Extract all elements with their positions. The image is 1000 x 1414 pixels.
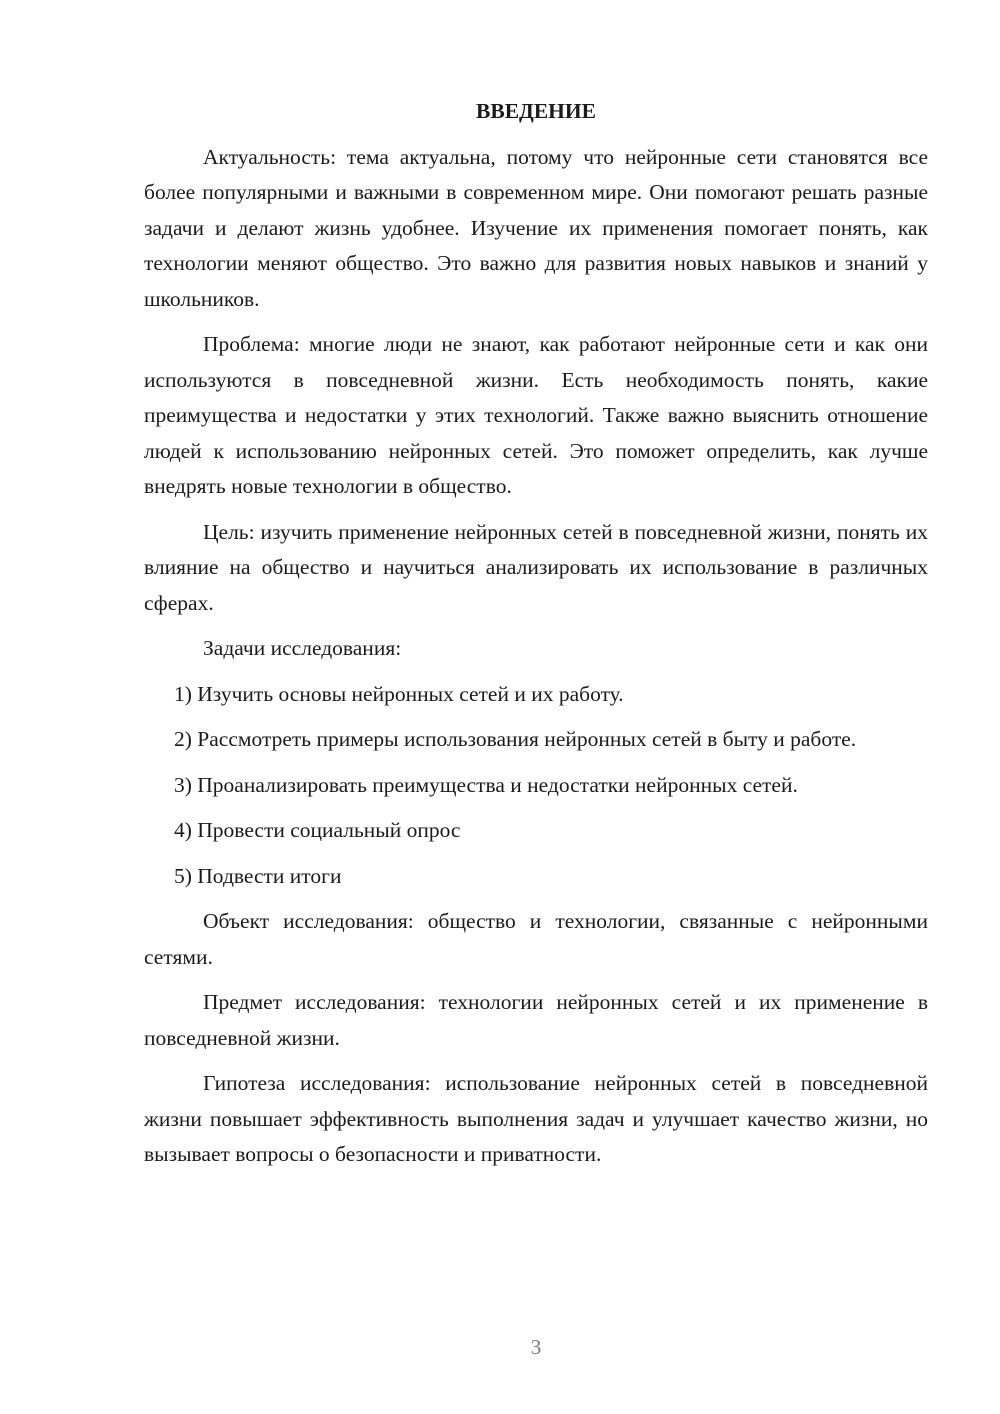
- tasks-heading: Задачи исследования:: [203, 636, 402, 660]
- section-title: ВВЕДЕНИЕ: [476, 99, 596, 123]
- paragraph-object: Объект исследования: общество и технологии, связанные с нейронными сетями.: [144, 909, 928, 969]
- task-item-1: 1) Изучить основы нейронных сетей и их работу.: [174, 681, 624, 706]
- paragraph-goal: Цель: изучить применение нейронных сетей в повседневной жизни, понять их влияние на общество и научиться анализировать их использование в различных сферах.: [144, 519, 928, 615]
- paragraph-relevance: Актуальность: тема актуальна, потому что нейронные сети становятся все более популярными и важными в современном мире. Они помогают решать разные задачи и делают жизнь удобнее. Изучение их применения помогает понять, как технологии меняют общество. Это важно для развития новых навыков и знаний у школьников.: [144, 144, 928, 311]
- task-item-2: 2) Рассмотреть примеры использования нейронных сетей в быту и работе.: [174, 727, 857, 751]
- paragraph-subject: Предмет исследования: технологии нейронных сетей и их применение в повседневной жизни.: [144, 990, 928, 1050]
- task-item-4: 4) Провести социальный опрос: [174, 818, 461, 842]
- paragraph-problem: Проблема: многие люди не знают, как работают нейронные сети и как они используются в повседневной жизни. Есть необходимость понять, какие преимущества и недостатки у этих технологий. Также важно выяснить отношение людей к использованию нейронных сетей. Это поможет определить, как лучше внедрять новые технологии в общество.: [144, 332, 928, 498]
- paragraph-hypothesis: Гипотеза исследования: использование нейронных сетей в повседневной жизни повышает эффективность выполнения задач и улучшает качество жизни, но вызывает вопросы о безопасности и приватности.: [144, 1071, 928, 1166]
- page-content: [144, 94, 928, 1183]
- task-item-5: 5) Подвести итоги: [174, 863, 342, 888]
- page-number: 3: [530, 1335, 542, 1359]
- task-item-3: 3) Проанализировать преимущества и недостатки нейронных сетей.: [174, 772, 798, 797]
